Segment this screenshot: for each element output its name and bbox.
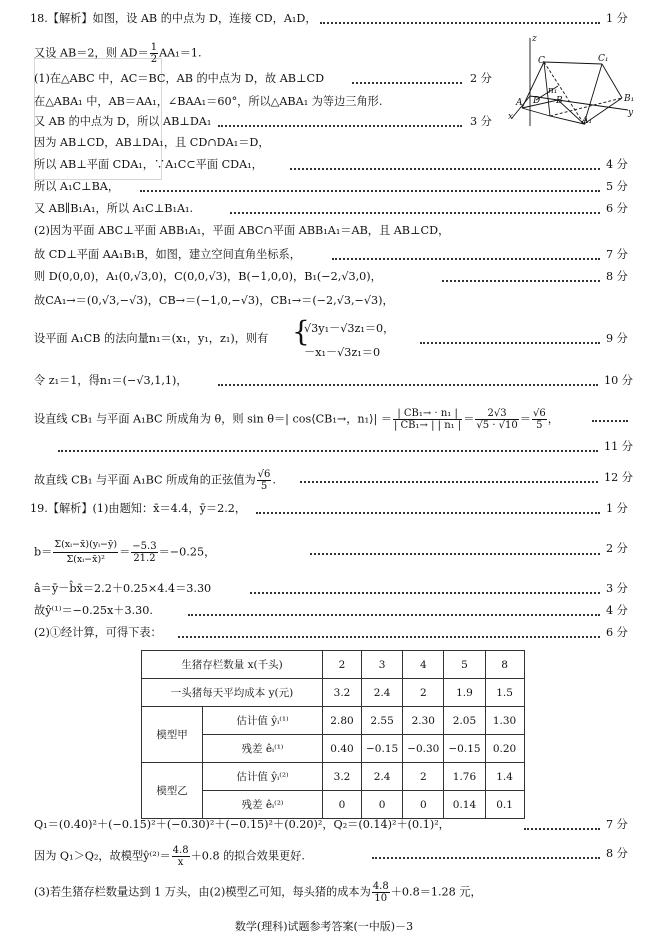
fig-label: A₁: [582, 116, 593, 126]
score: 5 分: [606, 180, 628, 193]
line-y-hat-1: [0, 602, 648, 620]
dot-leader: [352, 81, 462, 84]
brace: {: [292, 315, 310, 348]
fig-label: C₁: [598, 54, 609, 64]
line-text: 故CA₁→＝(0,√3,−√3)，CB→＝(−1,0,−√3)，CB₁→＝(−2,√3,−√3)，: [34, 294, 394, 307]
dot-leader: [442, 279, 600, 282]
fig-label: B₁: [624, 94, 635, 104]
dot-leader: [188, 613, 600, 616]
fraction: $\frac{4.8}{10}$: [372, 881, 389, 904]
model-label: 模型甲: [142, 707, 203, 763]
line-text: AA₁＝1.: [159, 46, 202, 60]
page-footer: 数学(理科)试题参考答案(一中版)－3: [234, 920, 414, 933]
fig-label: C: [538, 56, 545, 66]
line-text: 则 D(0,0,0)，A₁(0,√3,0)，C(0,0,√3)，B(−1,0,0)，B₁(−2,√3,0)，: [34, 270, 382, 283]
score: 7 分: [606, 818, 628, 831]
base-face: [522, 100, 584, 124]
score: 2 分: [470, 72, 492, 85]
dot-leader: [372, 856, 600, 859]
score: 11 分: [604, 440, 633, 453]
score: 12 分: [604, 471, 633, 484]
model-label: 模型乙: [142, 763, 203, 819]
line-part2-i: 故直线 CB₁ 与平面 A₁BC 所成角的正弦值为 $\frac{√6}{5}$ . 12 分: [34, 469, 633, 492]
dot-leader: [300, 480, 598, 483]
score: 2 分: [606, 542, 628, 555]
line-q-values: [0, 816, 648, 834]
line-part2-f: [0, 372, 648, 390]
line-text: 设直线 CB₁ 与平面 A₁BC 所成角为 θ，则 sin θ＝| cos⟨CB₁→，n₁⟩| ＝: [34, 412, 392, 426]
dot-leader: [592, 419, 628, 422]
table-row: 残差 êᵢ⁽¹⁾ 0.40 −0.15 −0.30 −0.15 0.20: [142, 735, 525, 763]
row-header: 估计值 ŷᵢ⁽¹⁾: [203, 707, 323, 735]
dot-leader: [332, 257, 600, 260]
line-part2-g: 设直线 CB₁ 与平面 A₁BC 所成角为 θ，则 sin θ＝| cos⟨CB₁→，n₁⟩| ＝ $\frac{\text{| CB₁→ · n₁ |}}{\text{| CB₁→ | | n₁ |}}$ ＝ $\frac{2√3}{√5 \cdot √10}$ ＝ $\frac{√6}{5}$ ，: [0, 402, 648, 432]
line-text: (2)①经计算，可得下表：: [34, 626, 162, 639]
line-text: 所以 A₁C⊥BA，: [34, 180, 120, 193]
line-part1-e: [0, 156, 648, 174]
row-header: 估计值 ŷᵢ⁽²⁾: [203, 763, 323, 791]
dot-leader: [218, 124, 462, 127]
score: 4 分: [606, 604, 628, 617]
dot-leader: [140, 189, 600, 192]
fraction: $\frac{\text{| CB₁→ · n₁ |}}{\text{| CB₁→ | | n₁ |}}$: [393, 408, 462, 431]
line-part2-a: [0, 222, 648, 240]
line-text: (2)因为平面 ABC⊥平面 ABB₁A₁，平面 ABC∩平面 ABB₁A₁＝AB，且 AB⊥CD，: [34, 224, 450, 237]
score: 8 分: [606, 270, 628, 283]
table-row: 生猪存栏数量 x(千头) 2 3 4 5 8: [142, 651, 525, 679]
score: 8 分: [606, 847, 628, 860]
dot-leader: [218, 383, 598, 386]
fig-label: A: [516, 98, 523, 108]
line-text: (1)在△ABC 中，AC＝BC，AB 的中点为 D，故 AB⊥CD: [34, 72, 325, 85]
fig-label: y: [628, 108, 634, 118]
score: 3 分: [470, 115, 492, 128]
equation: －x₁－√3z₁＝0: [304, 346, 381, 359]
score: 1 分: [606, 502, 628, 515]
table-row: 残差 êᵢ⁽²⁾ 0 0 0 0.14 0.1: [142, 791, 525, 819]
line-text: 令 z₁＝1，得n₁＝(−√3,1,1)，: [34, 374, 188, 387]
line-text: 18.【解析】如图，设 AB 的中点为 D，连接 CD，A₁D，: [30, 12, 317, 25]
fig-label: n₁: [548, 86, 558, 96]
line-b-formula: b＝ $\frac{\text{Σ(xᵢ−x̄)(yᵢ−ȳ)}}{\text{Σ(xᵢ−x̄)²}}$ ＝ $\frac{-5.3}{21.2}$ ＝−0.25， 2 分: [34, 539, 628, 565]
fig-label: B: [556, 96, 563, 106]
score: 1 分: [606, 12, 628, 25]
fraction: $\frac{-5.3}{21.2}$: [132, 541, 157, 564]
score: 6 分: [606, 626, 628, 639]
score: 7 分: [606, 248, 628, 261]
row-header: 一头猪每天平均成本 y(元): [142, 679, 323, 707]
fraction: $\frac{√6}{5}$: [532, 408, 546, 431]
table-row: 模型乙 估计值 ŷᵢ⁽²⁾ 3.2 2.4 2 1.76 1.4: [142, 763, 525, 791]
dot-leader: [310, 552, 600, 555]
fraction: $\frac{\text{Σ(xᵢ−x̄)(yᵢ−ȳ)}}{\text{Σ(xᵢ−x̄)²}}$: [54, 539, 118, 565]
line-a-hat: [0, 580, 648, 598]
score: 6 分: [606, 202, 628, 215]
line-text: 设平面 A₁CB 的法向量n₁＝(x₁，y₁，z₁)，则有: [34, 332, 269, 345]
row-header: 残差 êᵢ⁽¹⁾: [203, 735, 323, 763]
line-19-intro: [0, 500, 648, 518]
line-text: 又 AB∥B₁A₁，所以 A₁C⊥B₁A₁.: [34, 202, 194, 215]
row-header: 生猪存栏数量 x(千头): [142, 651, 323, 679]
line-part2-b: [0, 246, 648, 264]
score: 10 分: [604, 374, 633, 387]
line-text: 故ŷ⁽¹⁾＝−0.25x＋3.30.: [34, 604, 153, 617]
fraction: $\frac{√6}{5}$: [257, 469, 271, 492]
regression-table: [141, 650, 525, 819]
line-text: 所以 AB⊥平面 CDA₁，∵A₁C⊂平面 CDA₁，: [34, 158, 263, 171]
dot-leader: [524, 827, 600, 830]
line-part2-table-intro: [0, 624, 648, 642]
dot-leader: [178, 635, 600, 638]
fig-label: D: [533, 96, 541, 106]
line-18-intro: [0, 10, 648, 28]
dot-leader: [250, 591, 600, 594]
score: 3 分: [606, 582, 628, 595]
dot-leader: [290, 167, 600, 170]
line-part3: (3)若生猪存栏数量达到 1 万头，由(2)模型乙可知，每头猪的成本为 $\frac{4.8}{10}$ ＋0.8＝1.28 元，: [34, 881, 482, 904]
dot-leader: [256, 511, 600, 514]
fraction: $\frac{2√3}{√5 \cdot √10}$: [476, 408, 518, 431]
fraction: $\frac{4.8}{x}$: [172, 845, 189, 868]
score: 9 分: [606, 332, 628, 345]
dot-leader: [58, 449, 598, 452]
line-text: 故直线 CB₁ 与平面 A₁BC 所成角的正弦值为: [34, 473, 256, 487]
equation: √3y₁－√3z₁＝0，: [304, 322, 395, 335]
row-header: 残差 êᵢ⁽²⁾: [203, 791, 323, 819]
line-text: 在△ABA₁ 中，AB＝AA₁，∠BAA₁＝60°，所以△ABA₁ 为等边三角形.: [34, 95, 383, 108]
line-text: 又 AB 的中点为 D，所以 AB⊥DA₁: [34, 115, 212, 128]
dot-leader: [320, 21, 600, 24]
line-text: 又设 AB＝2，则 AD＝: [34, 46, 149, 60]
line-text: 故 CD⊥平面 AA₁B₁B，如图，建立空间直角坐标系，: [34, 248, 301, 261]
line-part2-c: [0, 268, 648, 286]
line-compare: 因为 Q₁＞Q₂，故模型ŷ⁽²⁾＝ $\frac{4.8}{x}$ ＋0.8 的拟合效果更好. 8 分: [34, 845, 628, 868]
prism-figure: [510, 36, 636, 136]
fraction: $\frac{1}{2}$: [150, 42, 158, 65]
fig-label: z: [532, 34, 537, 44]
line-text: â＝ȳ－b̂x̄＝2.2＋0.25×4.4＝3.30: [34, 582, 212, 595]
line-part2-d: [0, 292, 648, 310]
line-part1-d: [0, 134, 648, 152]
line-text: Q₁＝(0.40)²＋(−0.15)²＋(−0.30)²＋(−0.15)²＋(0.20)²，Q₂＝(0.14)²＋(0.1)²，: [34, 818, 450, 831]
dot-leader: [230, 211, 600, 214]
line-part2-h: [0, 438, 648, 456]
line-text: 因为 AB⊥CD，AB⊥DA₁，且 CD∩DA₁＝D，: [34, 136, 270, 149]
table-row: 一头猪每天平均成本 y(元) 3.2 2.4 2 1.9 1.5: [142, 679, 525, 707]
line-part1-g: [0, 200, 648, 218]
table-row: 模型甲 估计值 ŷᵢ⁽¹⁾ 2.80 2.55 2.30 2.05 1.30: [142, 707, 525, 735]
score: 4 分: [606, 158, 628, 171]
fig-label: x: [508, 112, 514, 122]
dot-leader: [420, 341, 600, 344]
line-text: 19.【解析】(1)由题知：x̄＝4.4，ȳ＝2.2，: [30, 502, 247, 515]
line-part1-f: [0, 178, 648, 196]
